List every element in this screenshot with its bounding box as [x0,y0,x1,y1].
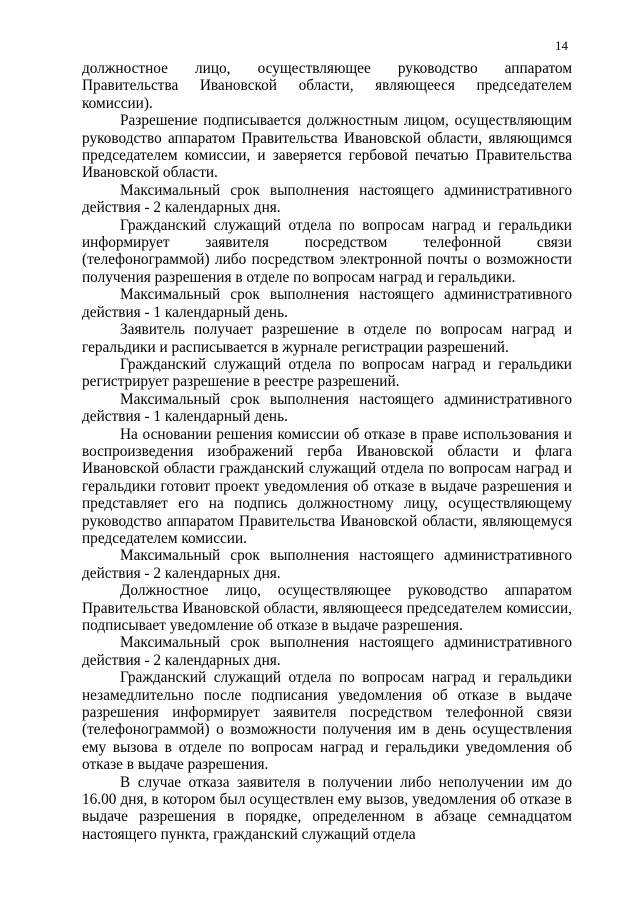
paragraph: Гражданский служащий отдела по вопросам наград и геральдики регистрирует разрешение в реестре разрешений. [82,355,572,391]
paragraph: В случае отказа заявителя в получении либо неполучении им до 16.00 дня, в котором был осуществлен ему вызов, уведомления об отказе в выдаче разрешения в порядке, определенном в абзаце семнадцатом настоящего пункта, гражданский служащий отдела [82,773,572,843]
page-number: 14 [555,38,568,53]
paragraph: Заявитель получает разрешение в отделе по вопросам наград и геральдики и расписывается в журнале регистрации разрешений. [82,321,572,356]
paragraph: Максимальный срок выполнения настоящего административного действия - 1 календарный день. [82,390,572,426]
paragraph: Гражданский служащий отдела по вопросам наград и геральдики незамедлительно после подписания уведомления об отказе в выдаче разрешения информирует заявителя посредством телефонной связи (телефонограммой) о возможности получения им в день осуществления ему вызова в отделе по вопросам наград и геральдики уведомления об отказе в выдаче разрешения. [82,669,572,774]
paragraph: Гражданский служащий отдела по вопросам наград и геральдики информирует заявителя посредством телефонной связи (телефонограммой) либо посредством электронной почты о возможности получения разрешения в отделе по вопросам наград и геральдики. [82,216,572,286]
paragraph: Максимальный срок выполнения настоящего административного действия - 2 календарных дня. [82,634,572,669]
paragraph: На основании решения комиссии об отказе в праве использования и воспроизведения изображений герба Ивановской области и флага Ивановской области гражданский служащий отдела по вопросам наград и геральдики готовит проект уведомления об отказе в выдаче разрешения и представляет его на подпись должностному лицу, осуществляющему руководство аппаратом Правительства Ивановской области, являющемуся председателем комиссии. [82,425,572,547]
paragraph: Максимальный срок выполнения настоящего административного действия - 1 календарный день. [82,286,572,321]
document-body [82,60,572,843]
paragraph: Должностное лицо, осуществляющее руководство аппаратом Правительства Ивановской области, являющееся председателем комиссии, подписывает уведомление об отказе в выдаче разрешения. [82,582,572,634]
paragraph: Максимальный срок выполнения настоящего административного действия - 2 календарных дня. [82,181,572,217]
paragraph: Разрешение подписывается должностным лицом, осуществляющим руководство аппаратом Правительства Ивановской области, являющимся председателем комиссии, и заверяется гербовой печатью Правительства Ивановской области. [82,112,572,182]
paragraph-continuation: должностное лицо, осуществляющее руководство аппаратом Правительства Ивановской области, являющееся председателем комиссии). [82,60,572,112]
paragraph: Максимальный срок выполнения настоящего административного действия - 2 календарных дня. [82,547,572,582]
